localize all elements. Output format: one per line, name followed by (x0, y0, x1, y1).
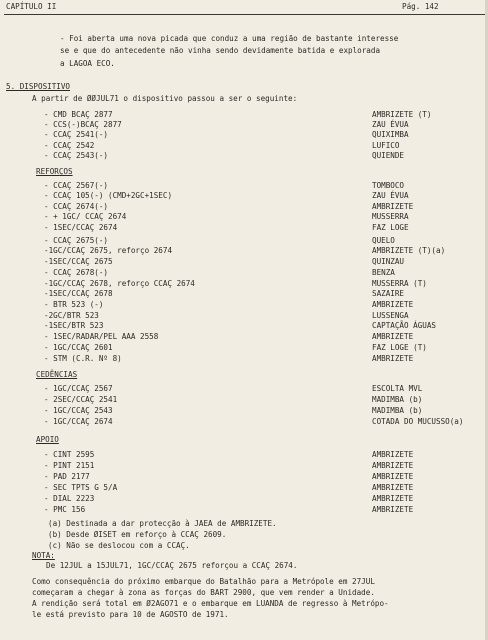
footnote-a: (a) Destinada a dar protecção à JAEA de AMBRIZETE. (48, 519, 277, 528)
intro-line-1: - Foi aberta uma nova picada que conduz a uma região de bastante interesse (60, 34, 399, 43)
section-title: 5. DISPOSITIVO (6, 82, 71, 91)
unit-location: QUELO (372, 236, 395, 245)
list-item (0, 301, 488, 311)
unit-label: - CCAÇ 2567(-) (44, 181, 109, 190)
unit-location: COTADA DO MUCUSSO(a) (372, 417, 464, 426)
unit-location: MUSSERRA (372, 212, 409, 221)
list-item (0, 192, 488, 202)
unit-label: -1SEC/CCAÇ 2675 (44, 257, 113, 266)
unit-location: BENZA (372, 268, 395, 277)
unit-location: LUSSENGA (372, 311, 409, 320)
header-rule (4, 14, 486, 15)
unit-label: - CCAÇ 2674(-) (44, 202, 109, 211)
unit-label: - CCAÇ 2541(-) (44, 130, 109, 139)
unit-location: AMBRIZETE (372, 505, 414, 514)
section-lead: A partir de ØØJUL71 o dispositivo passou a ser o seguinte: (32, 94, 298, 103)
list-item (0, 213, 488, 223)
unit-location: AMBRIZETE (372, 300, 414, 309)
apoio-heading: APOIO (36, 435, 59, 444)
unit-location: MADIMBA (b) (372, 395, 423, 404)
closing-line-4: le está previsto para 10 de AGOSTO de 1971. (32, 610, 229, 619)
unit-location: ZAU ÉVUA (372, 191, 409, 200)
list-item (0, 355, 488, 365)
list-item (0, 396, 488, 406)
unit-label: - CCS(-)BCAÇ 2877 (44, 120, 122, 129)
unit-location: AMBRIZETE (372, 461, 414, 470)
unit-location: ESCOLTA MVL (372, 384, 423, 393)
unit-location: QUIENDE (372, 151, 405, 160)
unit-label: -2GC/BTR 523 (44, 311, 99, 320)
unit-label: - PINT 2151 (44, 461, 95, 470)
list-item (0, 484, 488, 494)
unit-label: -1SEC/CCAÇ 2678 (44, 289, 113, 298)
list-item (0, 506, 488, 516)
list-item (0, 451, 488, 461)
list-item (0, 224, 488, 234)
nota-text: De 12JUL a 15JUL71, 1GC/CCAÇ 2675 reforçou a CCAÇ 2674. (46, 561, 298, 570)
unit-label: -1SEC/BTR 523 (44, 321, 104, 330)
unit-label: -1GC/CCAÇ 2678, reforço CCAÇ 2674 (44, 279, 195, 288)
list-item (0, 322, 488, 332)
list-item (0, 333, 488, 343)
list-item (0, 247, 488, 257)
unit-label: - SEC TPTS G 5/A (44, 483, 118, 492)
list-item (0, 473, 488, 483)
unit-label: - BTR 523 (-) (44, 300, 104, 309)
page-number: Pág. 142 (402, 2, 439, 11)
unit-location: AMBRIZETE (T) (372, 110, 432, 119)
intro-line-3: a LAGOA ECO. (60, 59, 115, 68)
closing-line-2: começaram a chegar à zona as forças do BART 2900, que vem render a Unidade. (32, 588, 375, 597)
unit-location: AMBRIZETE (T)(a) (372, 246, 446, 255)
list-item (0, 418, 488, 428)
unit-location: QUINZAU (372, 257, 405, 266)
unit-label: - 1SEC/RADAR/PEL AAA 2558 (44, 332, 159, 341)
list-item (0, 462, 488, 472)
unit-label: - CCAÇ 2543(-) (44, 151, 109, 160)
unit-location: SAZAIRE (372, 289, 405, 298)
cedencias-heading: CEDÊNCIAS (36, 370, 78, 379)
unit-label: -1GC/CCAÇ 2675, reforço 2674 (44, 246, 173, 255)
unit-location: AMBRIZETE (372, 332, 414, 341)
unit-label: - CCAÇ 105(-) (CMD+2GC+1SEC) (44, 191, 173, 200)
unit-label: - STM (C.R. Nº 8) (44, 354, 122, 363)
unit-location: MUSSERRA (T) (372, 279, 427, 288)
unit-label: - 1GC/CCAÇ 2601 (44, 343, 113, 352)
unit-label: - CCAÇ 2675(-) (44, 236, 109, 245)
list-item (0, 269, 488, 279)
reforcos-heading: REFORÇOS (36, 167, 73, 176)
unit-label: - CCAÇ 2542 (44, 141, 95, 150)
unit-label: - CMD BCAÇ 2877 (44, 110, 113, 119)
unit-label: - PAD 2177 (44, 472, 90, 481)
list-item (0, 385, 488, 395)
unit-location: AMBRIZETE (372, 202, 414, 211)
footnote-c: (c) Não se deslocou com a CCAÇ. (48, 541, 190, 550)
unit-label: - + 1GC/ CCAÇ 2674 (44, 212, 127, 221)
unit-label: - 1GC/CCAÇ 2567 (44, 384, 113, 393)
unit-label: - PMC 156 (44, 505, 86, 514)
list-item (0, 131, 488, 141)
unit-location: QUIXIMBA (372, 130, 409, 139)
unit-label: - 2SEC/CCAÇ 2541 (44, 395, 118, 404)
intro-line-2: se e que do antecedente não vinha sendo devidamente batida e explorada (60, 46, 381, 55)
unit-location: LUFICO (372, 141, 400, 150)
unit-location: ZAU ÉVUA (372, 120, 409, 129)
unit-location: MADIMBA (b) (372, 406, 423, 415)
list-item (0, 344, 488, 354)
unit-location: FAZ LOGE (T) (372, 343, 427, 352)
unit-location: CAPTAÇÃO ÁGUAS (372, 321, 437, 330)
unit-location: FAZ LOGE (372, 223, 409, 232)
unit-location: TOMBOCO (372, 181, 405, 190)
closing-line-3: A rendição será total em Ø2AGO71 e o embarque em LUANDA de regresso à Metrópo- (32, 599, 389, 608)
list-item (0, 152, 488, 162)
list-item (0, 258, 488, 268)
list-item (0, 290, 488, 300)
list-item (0, 495, 488, 505)
unit-location: AMBRIZETE (372, 472, 414, 481)
unit-label: - 1GC/CCAÇ 2543 (44, 406, 113, 415)
unit-label: - 1SEC/CCAÇ 2674 (44, 223, 118, 232)
unit-label: - CINT 2595 (44, 450, 95, 459)
closing-line-1: Como consequência do próximo embarque do Batalhão para a Metrópole em 27JUL (32, 577, 375, 586)
nota-heading: NOTA: (32, 551, 55, 560)
chapter-heading: CAPÍTULO II (6, 2, 57, 11)
unit-location: AMBRIZETE (372, 450, 414, 459)
footnote-b: (b) Desde ØISET em reforço à CCAÇ 2609. (48, 530, 227, 539)
unit-location: AMBRIZETE (372, 354, 414, 363)
unit-location: AMBRIZETE (372, 494, 414, 503)
list-item (0, 407, 488, 417)
unit-label: - CCAÇ 2678(-) (44, 268, 109, 277)
unit-label: - DIAL 2223 (44, 494, 95, 503)
unit-label: - 1GC/CCAÇ 2674 (44, 417, 113, 426)
unit-location: AMBRIZETE (372, 483, 414, 492)
